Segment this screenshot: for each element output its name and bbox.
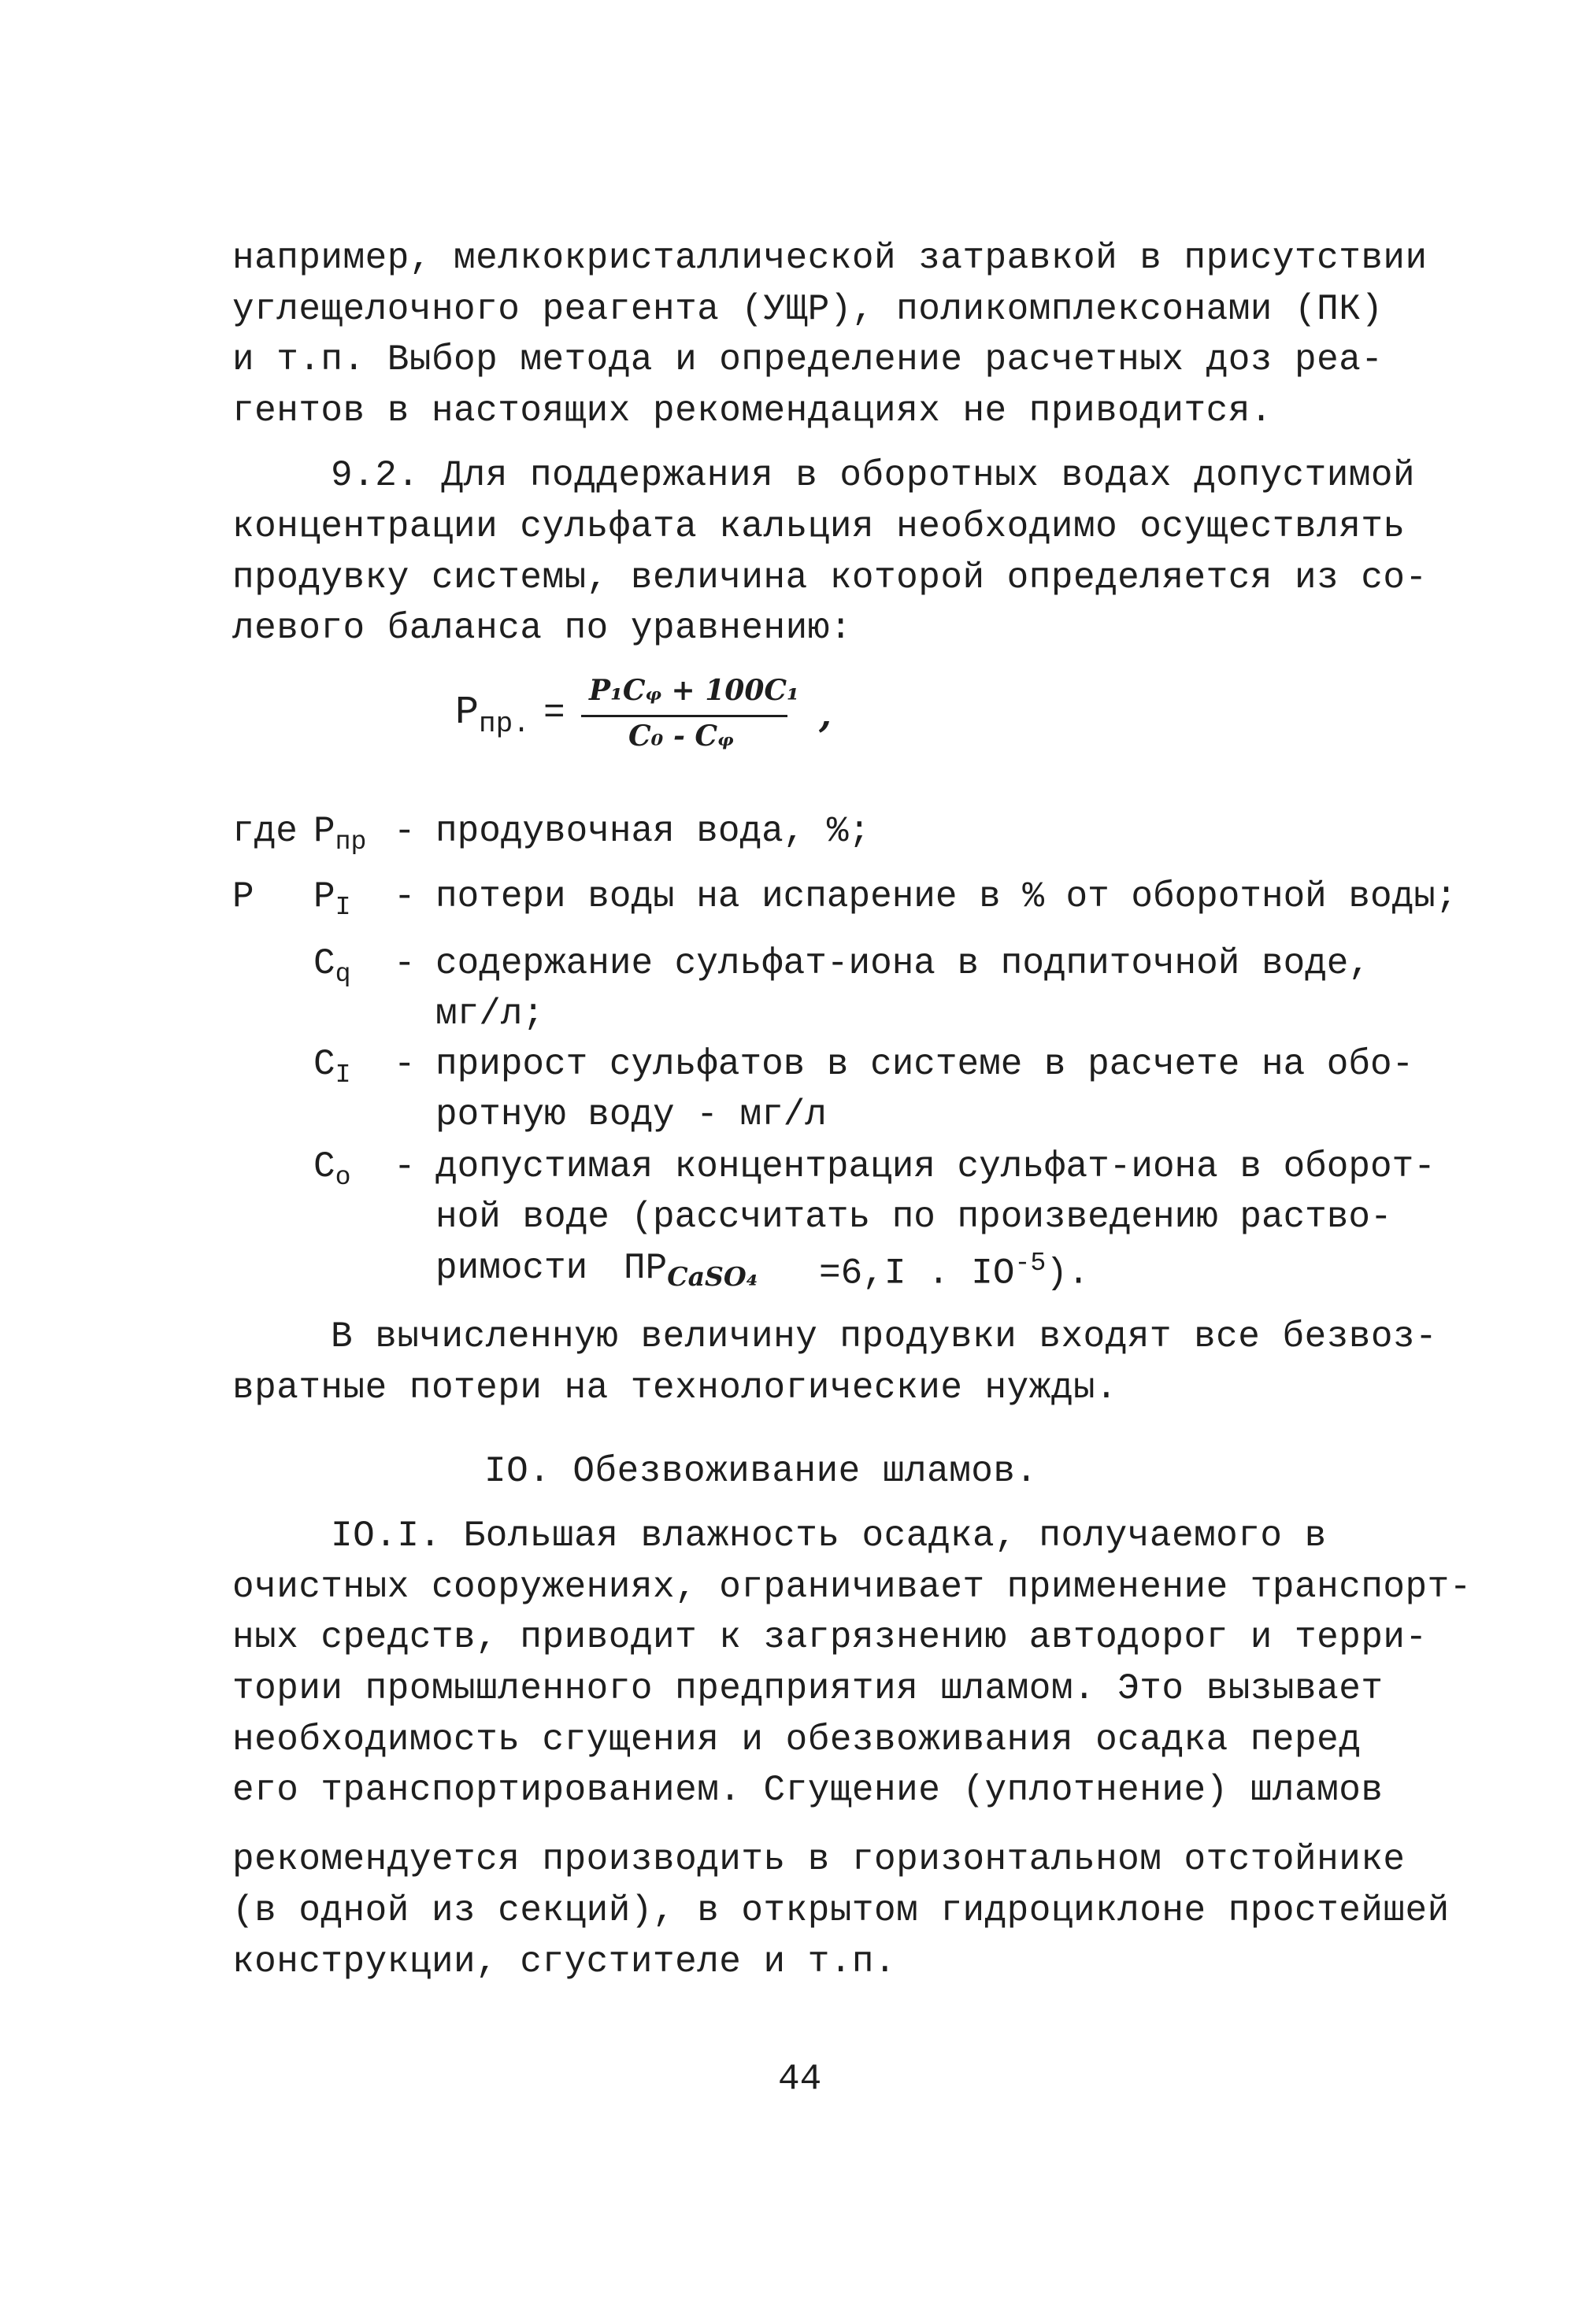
def-dash: - xyxy=(394,1044,416,1085)
def-text: мг/л; xyxy=(435,994,545,1034)
fraction-bar xyxy=(581,715,787,717)
solubility-value: =6,I . $IO^{-5}$). xyxy=(819,1248,1090,1294)
para-9-2-line-4: левого баланса по уравнению: xyxy=(232,608,852,649)
def-text: потери воды на испарение в % от оборотной воды; xyxy=(435,876,1458,917)
intro-line-4: гентов в настоящих рекомендациях не приводится. xyxy=(232,390,1273,431)
def-dash: - xyxy=(394,811,416,852)
intro-line-2: углещелочного реагента (УЩР), поликомплексонами (ПК) xyxy=(232,289,1384,330)
def-dash: - xyxy=(394,943,416,984)
solubility-word: римости xyxy=(435,1248,588,1289)
def-dash: - xyxy=(394,876,416,917)
section-heading: IO. Обезвоживание шламов. xyxy=(484,1451,1038,1492)
def-symbol: $C_q$ xyxy=(313,943,351,990)
para-9-2-line-2: концентрации сульфата кальция необходимо осуществлять xyxy=(232,506,1406,547)
def-text: продувочная вода, %; xyxy=(435,811,871,852)
def-text: ротную воду - мг/л xyxy=(435,1094,827,1135)
def-symbol: $C_I$ xyxy=(313,1044,351,1090)
def-text: допустимая концентрация сульфат-иона в оборот- xyxy=(435,1146,1436,1187)
formula-denominator: C₀ - Cᵩ xyxy=(628,720,734,753)
purge-line-2: вратные потери на технологические нужды. xyxy=(232,1367,1118,1408)
solubility-symbol: $ПР_{CaSO_4}$ xyxy=(624,1248,758,1293)
def-dash: - xyxy=(394,1146,416,1187)
intro-line-1: например, мелкокристаллической затравкой в присутствии xyxy=(232,238,1428,279)
margin-mark: P xyxy=(232,876,254,917)
para-10-1-line-6: его транспортированием. Сгущение (уплотнение) шламов xyxy=(232,1770,1384,1811)
purge-line-1: В вычисленную величину продувки входят все безвоз- xyxy=(331,1316,1438,1357)
def-symbol: $P_{пр}$ xyxy=(313,811,367,857)
para-10-1-line-7: рекомендуется производить в горизонтальном отстойнике xyxy=(232,1839,1406,1880)
para-10-1-line-4: тории промышленного предприятия шламом. Это вызывает xyxy=(232,1668,1384,1709)
where-word: где xyxy=(232,811,298,852)
formula-lhs: $P_{пр.}$ xyxy=(455,690,530,740)
formula-numerator: P₁Cᵩ + 100C₁ xyxy=(589,674,799,707)
def-symbol: $P_I$ xyxy=(313,876,351,923)
para-10-1-line-3: ных средств, приводит к загрязнению автодорог и терри- xyxy=(232,1617,1428,1658)
def-text: ной воде (рассчитать по произведению раство- xyxy=(435,1197,1392,1238)
intro-line-3: и т.п. Выбор метода и определение расчетных доз реа- xyxy=(232,339,1384,380)
def-text: содержание сульфат-иона в подпиточной воде, xyxy=(435,943,1370,984)
para-10-1-line-8: (в одной из секций), в открытом гидроциклоне простейшей xyxy=(232,1890,1450,1931)
para-9-2-line-1: 9.2. Для поддержания в оборотных водах допустимой xyxy=(331,455,1416,496)
def-symbol: $C_о$ xyxy=(313,1146,351,1193)
para-9-2-line-3: продувку системы, величина которой определяется из со- xyxy=(232,557,1428,598)
para-10-1-line-9: конструкции, сгустителе и т.п. xyxy=(232,1941,897,1982)
para-10-1-line-2: очистных сооружениях, ограничивает применение транспорт- xyxy=(232,1567,1472,1608)
def-text: прирост сульфатов в системе в расчете на обо- xyxy=(435,1044,1414,1085)
para-10-1-line-5: необходимость сгущения и обезвоживания осадка перед xyxy=(232,1719,1362,1760)
formula-trailing-comma: , xyxy=(819,693,832,735)
page-number: 44 xyxy=(778,2059,822,2100)
para-10-1-line-1: IO.I. Большая влажность осадка, получаемого в xyxy=(331,1515,1327,1556)
formula-equals: = xyxy=(543,693,565,734)
